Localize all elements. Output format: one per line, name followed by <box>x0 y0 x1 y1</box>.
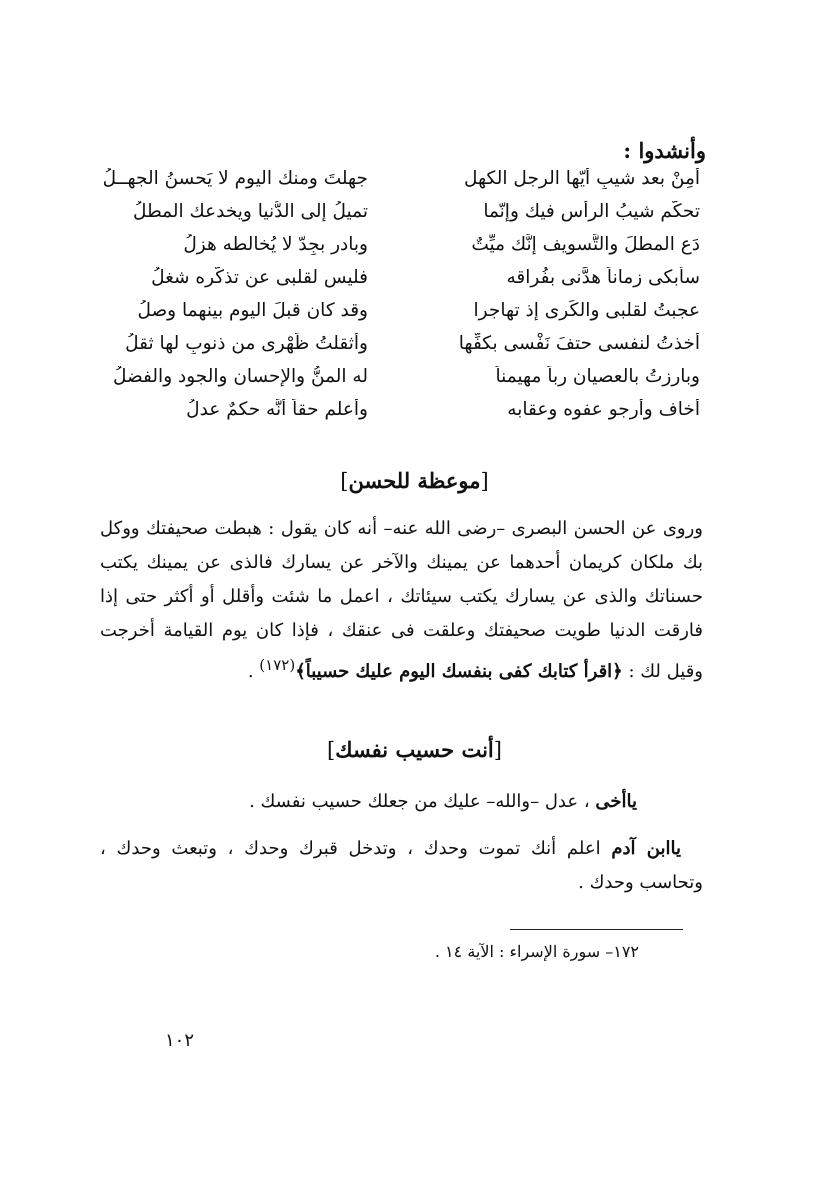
paragraph-text: اعلم أنك تموت وحدك ، وتدخل قبرك وحدك ، وتبعث وحدك ، وتحاسب وحدك . <box>100 838 703 893</box>
verse-second-hemistich: فليس لقلبى عن تذكّره شغلُ <box>151 267 368 288</box>
poem-verse <box>100 234 700 267</box>
page-number: ١٠٢ <box>164 1030 194 1051</box>
verse-second-hemistich: وأثقلتُ ظَهْرى من ذنوبٍ لها ثقلُ <box>125 333 368 354</box>
poem-verse <box>100 333 700 366</box>
verse-second-hemistich: وأعلم حقاً أنَّه حكمٌ عدلُ <box>186 399 368 420</box>
verse-first-hemistich: عجبتُ لقلبى والكَرى إذ تهاجرا <box>473 300 700 321</box>
quran-quote: ﴿اقرأ كتابك كفى بنفسك اليوم عليك حسيباً﴾ <box>295 661 623 682</box>
poem-verse <box>100 300 700 333</box>
section-heading-hasan-sermon <box>0 468 829 493</box>
footnote-reference: (١٧٢) <box>259 656 296 674</box>
paragraph-text: وروى عن الحسن البصرى –رضى الله عنه– أنه كان يقول : هبطت صحيفتك ووكل بك ملكان كريمان أحدهما عن يمينك والآخر عن يسارك فالذى عن يمينك يكتب حسناتك والذى عن يسارك يكتب سيئاتك ، اعمل ما شئت وأقلل أو أكثر حتى إذا فارقت الدنيا طويت صحيفتك وعلقت فى عنقك ، فإذا كان يوم القيامة أخرجت وقيل لك : <box>100 518 703 682</box>
self-reckoning-paragraph-2 <box>100 832 703 900</box>
poem-verse <box>100 267 700 300</box>
verse-second-hemistich: جهلتَ ومنك اليوم لا يَحسنُ الجهــلُ <box>102 168 368 189</box>
verse-first-hemistich: تحكَّم شيبُ الرأسِ فيك وإنّما <box>483 201 700 222</box>
heading-bracket-open: [ <box>480 469 489 493</box>
verse-first-hemistich: دَعِ المطلَ والتَّسويف إنَّك ميِّتٌ <box>471 234 700 255</box>
footnote: ١٧٢– سورة الإسراء : الآية ١٤ . <box>434 942 639 961</box>
poem-intro: وأنشدوا : <box>623 138 706 163</box>
paragraph-text: ، عدل –والله– عليك من جعلك حسيب نفسك . <box>249 791 590 812</box>
poem-verse <box>100 399 700 432</box>
poem <box>100 168 700 432</box>
poem-verse <box>100 168 700 201</box>
poem-verse <box>100 366 700 399</box>
heading-bracket-open: [ <box>493 738 502 762</box>
verse-second-hemistich: وقد كان قبلَ اليومِ بينهما وصلُ <box>137 300 368 321</box>
heading-bracket-close: ] <box>340 469 349 493</box>
verse-second-hemistich: تميلُ إلى الدُّنيا ويخدعك المطلُ <box>132 201 368 222</box>
heading-bracket-close: ] <box>327 738 336 762</box>
self-reckoning-paragraph-1 <box>100 785 703 819</box>
paragraph-end: . <box>247 661 254 682</box>
section-heading-self-reckoning <box>0 737 829 762</box>
verse-first-hemistich: أخذتُ لنفسى حتفَ نَفْسى بكفِّها <box>458 333 700 354</box>
heading-title: أنت حسيب نفسك <box>335 737 494 762</box>
verse-first-hemistich: أخاف وأرجو عفوه وعقابه <box>507 399 700 420</box>
verse-first-hemistich: وبارزتُ بالعصيان رباً مهيمناً <box>495 366 700 387</box>
poem-verse <box>100 201 700 234</box>
heading-title: موعظة للحسن <box>348 468 481 493</box>
verse-first-hemistich: سأبكى زماناً هدَّنى بفُراقه <box>506 267 700 288</box>
footnote-divider <box>510 929 683 930</box>
verse-second-hemistich: وبادر بجِدّ لا يُخالطه هزلُ <box>183 234 368 255</box>
paragraph-lead: ياأخى <box>595 791 637 812</box>
verse-second-hemistich: له المنُّ والإحسان والجود والفضلُ <box>113 366 368 387</box>
paragraph-lead: ياابن آدم <box>611 838 681 859</box>
verse-first-hemistich: أَمِنْ بعد شيبٍ أيّها الرجل الكهل <box>464 168 700 189</box>
hasan-sermon-paragraph <box>100 512 703 689</box>
